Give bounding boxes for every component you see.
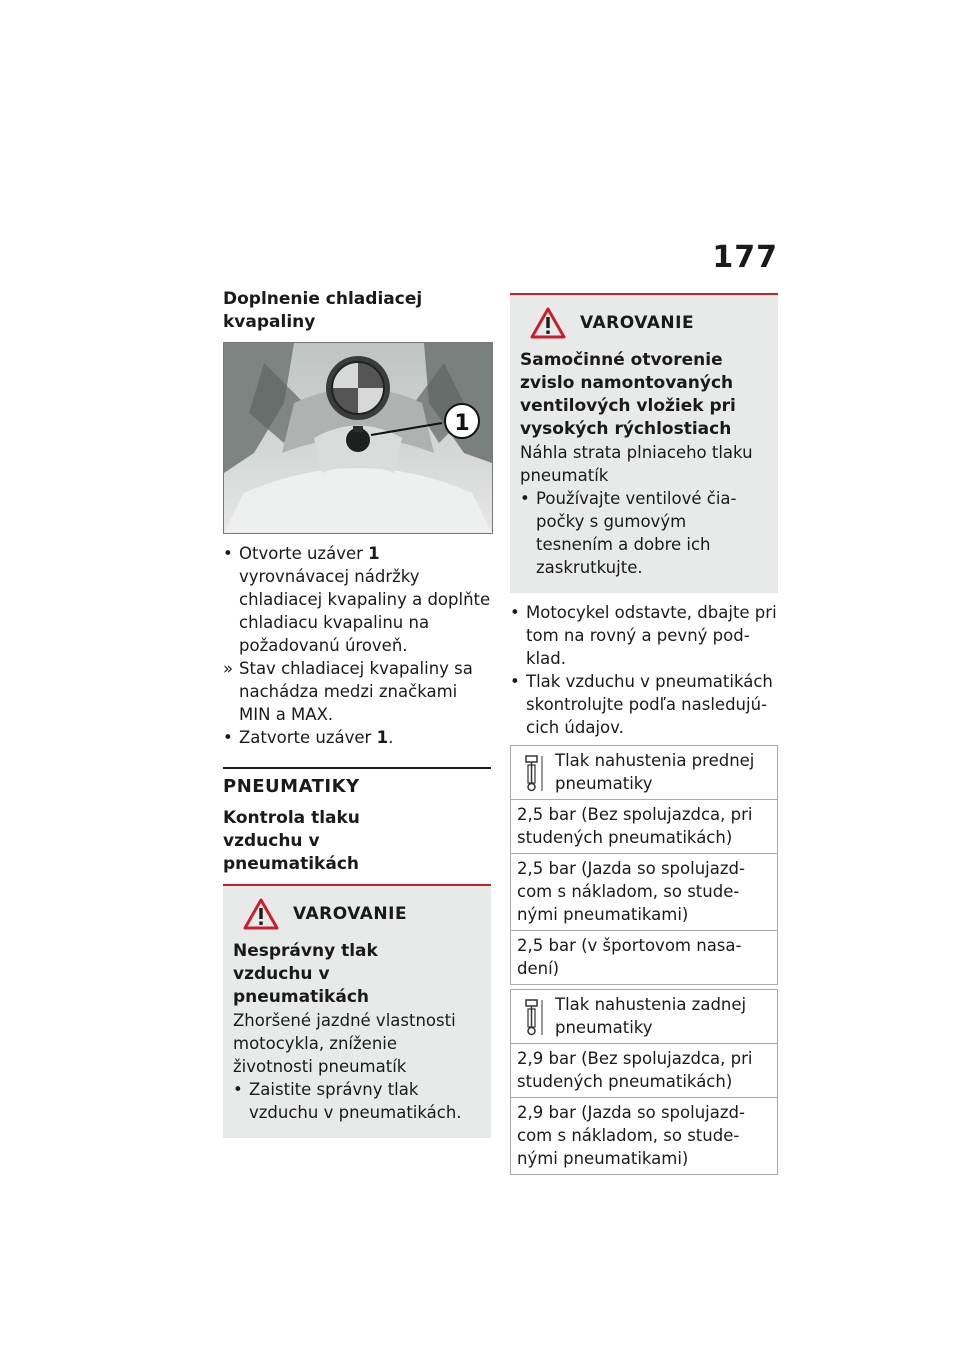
section-divider [223,767,491,769]
warning-title: Samočinné otvorenie zvislo namontovaných ventilových vložiek pri vysokých rýchlostiach [520,350,736,439]
tire-pressure-heading: Kontrola tlaku vzduchu v pneumatikách [223,808,360,874]
tire-pressure-icon [523,753,545,793]
page-number: 177 [712,240,778,275]
warning-bullet [233,1078,481,1124]
rear-table-header: Tlak nahustenia zadnej pneumatiky [555,995,747,1037]
bullet-marker: • [520,489,530,508]
warning-text: Náhla strata plniaceho tlaku pneumatík [520,443,753,485]
front-tire-pressure-table [510,745,778,985]
warning-box-valves [510,293,778,593]
right-column [510,293,778,1175]
bullet-marker: • [223,544,233,563]
section-title: PNEUMATIKY [223,776,360,797]
step-close-cap-text-b: . [388,728,394,747]
table-row: 2,9 bar (Jazda so spolujazdcom s nákladom, so studenými pneumatikami) [511,1098,778,1175]
table-row: 2,5 bar (v športovom nasadení) [511,931,778,985]
step-close-cap-ref: 1 [376,728,389,747]
warning-triangle-icon [530,307,566,339]
warning-triangle-icon [243,898,279,930]
table-row: 2,5 bar (Bez spolujazdca, pri studených pneumatikách) [511,800,778,854]
step-park [510,601,778,670]
result-level-text: Stav chladiacej kvapaliny sa nachádza medzi značkami MIN a MAX. [239,659,473,724]
warning-bullet-text: Používajte ventilové čiapočky s gumovým tesnením a dobre ich zaskrutkujte. [536,489,737,577]
warning-title: Nesprávny tlak vzduchu v pneumatikách [233,941,378,1007]
table-row: 2,5 bar (Jazda so spolujazdcom s nákladom, so studenými pneumatikami) [511,854,778,931]
step-check-pressure [510,670,778,739]
warning-label: VAROVANIE [580,312,695,333]
step-close-cap [223,726,491,749]
result-level [223,657,491,726]
step-open-cap-text-b: vyrovnávacej nádržky chladiacej kvapaliny a doplňte chladiacu kvapalinu na požadovanú úroveň. [239,567,491,655]
warning-box-pressure [223,884,491,1138]
motorcycle-photo-illustration [224,343,492,533]
bullet-marker: • [233,1080,243,1099]
step-check-pressure-text: Tlak vzduchu v pneumatikách skontrolujte podľa nasledujúcich údajov. [526,672,773,737]
bullet-marker: • [510,672,520,691]
tire-pressure-icon [523,997,545,1037]
step-park-text: Motocykel odstavte, dbajte pri tom na rovný a pevný podklad. [526,603,777,668]
result-marker: » [223,659,234,678]
coolant-heading: Doplnenie chladiacej kvapaliny [223,289,423,332]
warning-text: Zhoršené jazdné vlastnosti motocykla, zníženie životnosti pneumatík [233,1011,456,1076]
rear-tire-pressure-table [510,989,778,1175]
front-table-header: Tlak nahustenia prednej pneumatiky [555,751,755,793]
warning-bullet [520,487,768,579]
step-open-cap-text-a: Otvorte uzáver [239,544,369,563]
left-column [223,288,491,1138]
table-row: 2,9 bar (Bez spolujazdca, pri studených pneumatikách) [511,1044,778,1098]
step-close-cap-text-a: Zatvorte uzáver [239,728,377,747]
warning-bullet-text: Zaistite správny tlak vzduchu v pneumatikách. [249,1080,462,1122]
bullet-marker: • [223,728,233,747]
bullet-marker: • [510,603,520,622]
step-open-cap-ref: 1 [368,544,380,563]
warning-label: VAROVANIE [293,903,408,924]
step-open-cap [223,542,491,657]
callout-number: 1 [454,411,470,436]
coolant-reservoir-photo [223,342,493,534]
